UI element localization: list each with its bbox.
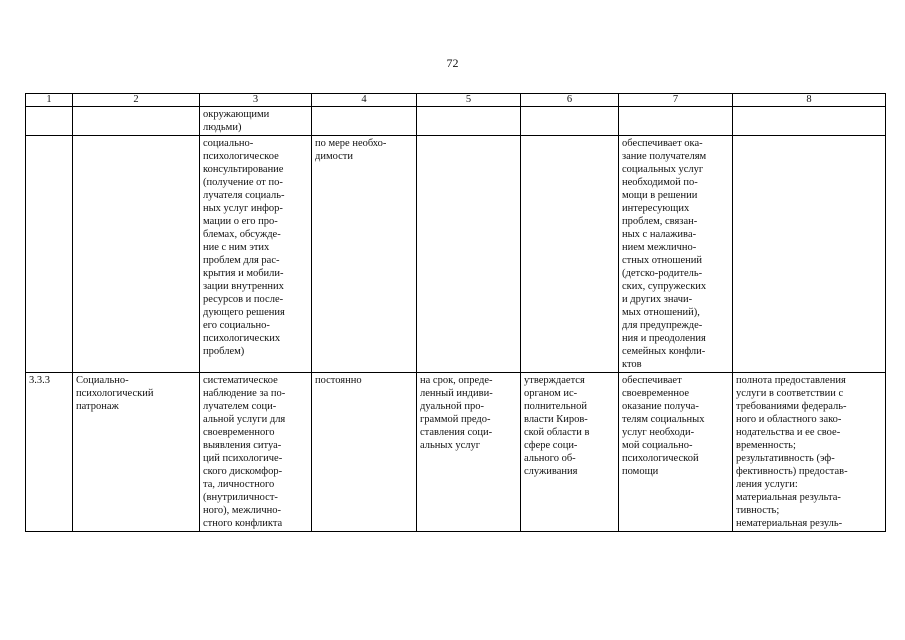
header-cell: 7 xyxy=(619,94,733,107)
table-cell: 3.3.3 xyxy=(26,373,73,532)
header-cell: 2 xyxy=(73,94,200,107)
table-cell: систематическое наблюдение за по- лучателем соци- альной услуги для своевременного выявления ситуа- ций психологиче- ского дискомфор- та, личностного (внутриличност- ного), межлично- стного конфликта xyxy=(200,373,312,532)
table-cell: обеспечивает своевременное оказание получа- телям социальных услуг необходи- мой социально- психологической помощи xyxy=(619,373,733,532)
header-cell: 5 xyxy=(417,94,521,107)
table-row xyxy=(26,107,886,136)
table-cell: полнота предоставления услуги в соответствии с требованиями федераль- ного и областного зако- нодательства и ее свое- временность; результативность (эф- фективность) предостав- ления услуги: материальная результа- тивность; нематериальная резуль- xyxy=(733,373,886,532)
table-cell: утверждается органом ис- полнительной власти Киров- ской области в сфере соци- ального об- служивания xyxy=(521,373,619,532)
table-row xyxy=(26,373,886,532)
table-cell xyxy=(733,107,886,136)
table-cell xyxy=(619,107,733,136)
header-cell: 1 xyxy=(26,94,73,107)
table-cell xyxy=(417,107,521,136)
table-cell xyxy=(312,107,417,136)
table-row xyxy=(26,136,886,373)
table-cell xyxy=(417,136,521,373)
table-cell: обеспечивает ока- зание получателям социальных услуг необходимой по- мощи в решении интересующих проблем, связан- ных с налаживa- нием межлично- стных отношений (детско-родитель- ских, супружеских и других значи- мых отношений), для предупрежде- ния и преодоления семейных конфли- ктов xyxy=(619,136,733,373)
page-number: 72 xyxy=(446,56,459,70)
table-cell: на срок, опреде- ленный индиви- дуальной про- граммой предо- ставления соци- альных услуг xyxy=(417,373,521,532)
header-cell: 4 xyxy=(312,94,417,107)
header-cell: 8 xyxy=(733,94,886,107)
header-cell: 6 xyxy=(521,94,619,107)
table-cell xyxy=(26,107,73,136)
table-cell xyxy=(73,107,200,136)
table-cell xyxy=(521,136,619,373)
table-cell xyxy=(73,136,200,373)
header-cell: 3 xyxy=(200,94,312,107)
table-cell xyxy=(26,136,73,373)
table-cell: по мере необхо- димости xyxy=(312,136,417,373)
table-cell xyxy=(733,136,886,373)
table-cell: социально- психологическое консультирование (получение от по- лучателя социаль- ных услуг инфор- мации о его про- блемах, обсужде- ние с ним этих проблем для рас- крытия и мобили- зации внутренних ресурсов и после- дующего решения его социально- психологических проблем) xyxy=(200,136,312,373)
services-table xyxy=(25,93,886,532)
table-cell xyxy=(521,107,619,136)
table-cell: окружающими людьми) xyxy=(200,107,312,136)
table-cell: постоянно xyxy=(312,373,417,532)
table-cell: Социально- психологический патронаж xyxy=(73,373,200,532)
table-header-row xyxy=(26,94,886,107)
